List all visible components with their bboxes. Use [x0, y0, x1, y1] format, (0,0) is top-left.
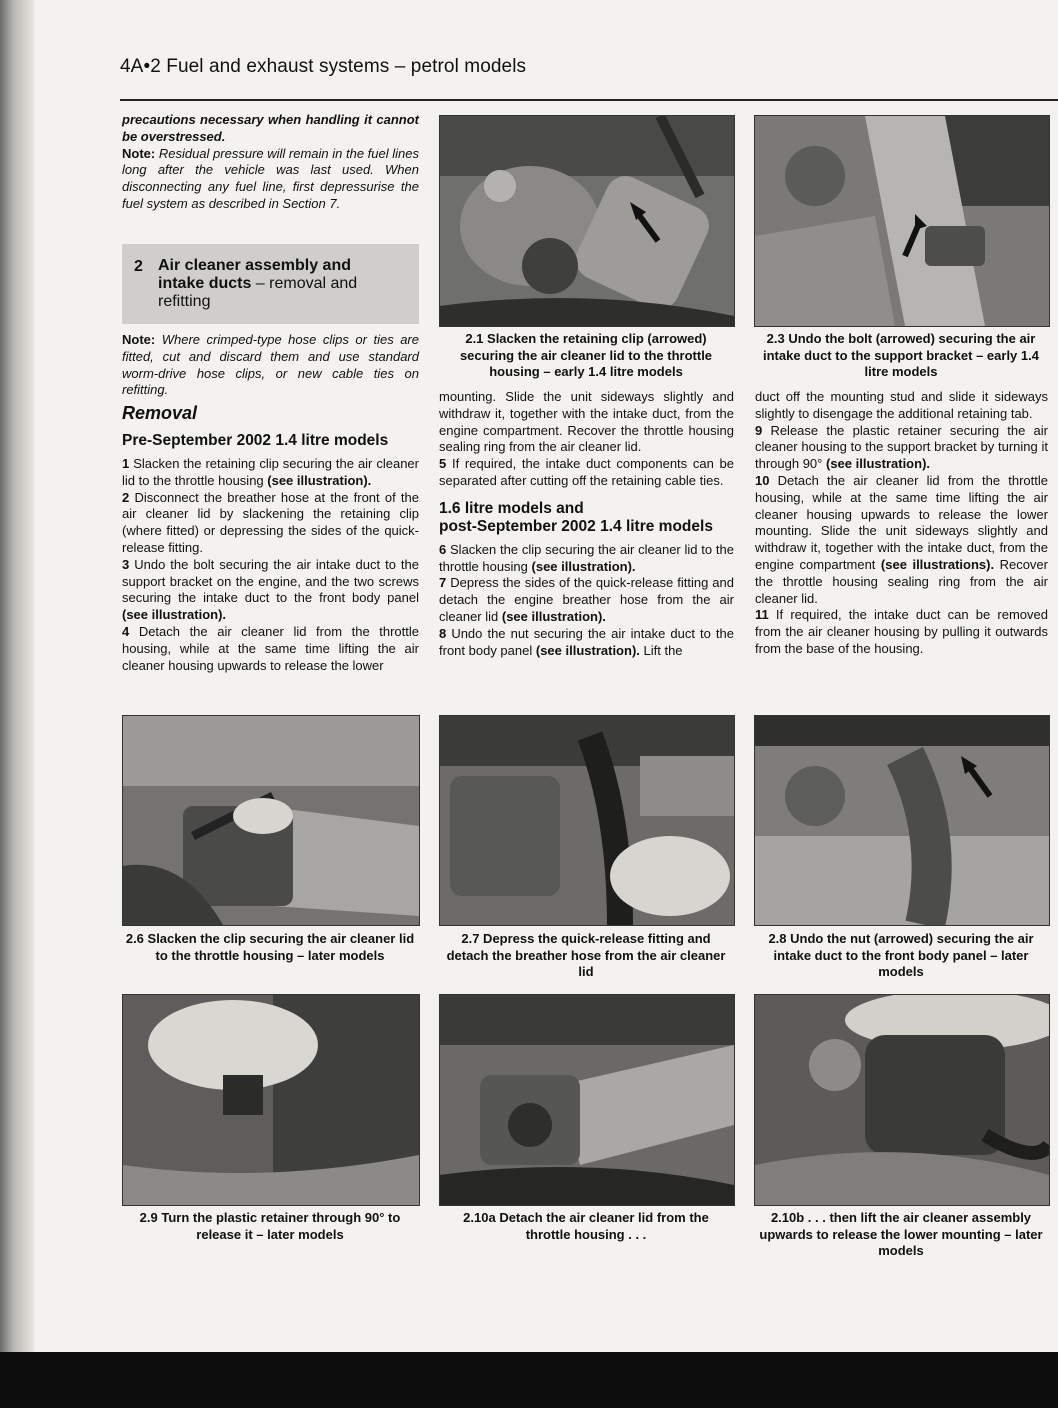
photo-2-1-throttle-housing	[439, 115, 735, 327]
step-8	[439, 626, 734, 660]
removal-heading: Removal	[122, 403, 198, 423]
caption-2-7: 2.7 Depress the quick-release fitting and detach the breather hose from the air cleaner lid	[446, 931, 726, 979]
section-heading-box	[122, 244, 419, 324]
step-3-number: 3	[122, 556, 130, 572]
step-1-text: Slacken the retaining clip securing the air cleaner lid to the throttle housing	[122, 456, 419, 488]
note-1-text: Residual pressure will remain in the fuel lines long after the vehicle was last used. When disconnecting any fuel line, first depressurise the fuel system as described in Section 7.	[122, 145, 419, 211]
step-5-number: 5	[439, 456, 447, 472]
note-2-label: Note:	[122, 332, 156, 347]
step-11-text: If required, the intake duct can be removed from the air cleaner housing by pulling it outwards from the base of the housing.	[755, 607, 1048, 656]
photo-2-10b-lift-assembly	[754, 994, 1050, 1206]
step-4-continued: mounting. Slide the unit sideways slightly and withdraw it, together with the intake duct, from the engine compartment. Recover the throttle housing sealing ring from the air cleaner lid.	[439, 389, 734, 455]
step-5-text: If required, the intake duct components can be separated after cutting off the retaining cable ties.	[439, 456, 734, 488]
col1-intro	[122, 112, 419, 213]
photo-2-6-slacken-clip	[122, 715, 420, 926]
pre-2002-heading: Pre-September 2002 1.4 litre models	[122, 432, 389, 449]
step-6-ref: (see illustration).	[531, 558, 636, 574]
step-2	[122, 490, 419, 557]
page-header: 4A•2 Fuel and exhaust systems – petrol models	[120, 56, 527, 77]
step-7	[439, 575, 734, 625]
section-title	[158, 257, 368, 311]
step-7-ref: (see illustration).	[501, 608, 606, 624]
step-11-number: 11	[755, 607, 769, 623]
step-6-text: Slacken the clip securing the air cleaner lid to the throttle housing	[439, 541, 734, 574]
note-1	[122, 146, 419, 213]
step-3	[122, 557, 419, 624]
step-10-number: 10	[755, 472, 770, 488]
step-2-text: Disconnect the breather hose at the front of the air cleaner lid by slackening the retaining clip (where fitted) or depressing the sides of the quick-release fitting.	[122, 489, 419, 555]
step-4	[122, 624, 419, 674]
photo-2-9-plastic-retainer	[122, 994, 420, 1206]
step-10-text: Detach the air cleaner lid from the throttle housing, while at the same time lifting the air cleaner housing upwards to release the lower mounting. Slide the unit sideways slightly and withdraw it, together with the intake duct, from the engine compartment	[755, 472, 1048, 572]
photo-2-3-intake-duct-bracket	[754, 115, 1050, 327]
step-6	[439, 542, 734, 576]
caption-2-3: 2.3 Undo the bolt (arrowed) securing the air intake duct to the support bracket – early 1.4 litre models	[763, 331, 1039, 379]
photo-2-7-breather-hose	[439, 715, 735, 926]
later-models-heading	[439, 500, 734, 536]
photo-2-8-front-body-panel-nut	[754, 715, 1050, 926]
step-7-number: 7	[439, 575, 447, 591]
col1-note-2	[122, 332, 419, 399]
section-title-rest: – removal and refitting	[158, 275, 358, 310]
step-8-tail: Lift the	[639, 642, 683, 658]
step-11	[755, 607, 1048, 657]
step-10-tail: Recover the throttle housing sealing ring from the air cleaner lid.	[755, 556, 1048, 606]
step-10	[755, 473, 1048, 607]
step-9	[755, 423, 1048, 473]
step-2-number: 2	[122, 489, 130, 505]
step-8-text: Undo the nut securing the air intake duct to the front body panel	[439, 625, 734, 658]
section-number: 2	[134, 258, 143, 275]
step-3-text: Undo the bolt securing the air intake duct to the support bracket on the engine, and the two screws securing the intake duct to the front body panel	[122, 556, 419, 606]
step-6-number: 6	[439, 541, 447, 557]
caption-2-1: 2.1 Slacken the retaining clip (arrowed) securing the air cleaner lid to the throttle housing – early 1.4 litre models	[459, 331, 713, 379]
scan-bottom-edge	[0, 1352, 1058, 1408]
later-models-heading-line1: 1.6 litre models and	[439, 499, 584, 517]
note-1-label: Note:	[122, 145, 156, 161]
page-binding-shadow	[0, 0, 34, 1352]
photo-2-10a-detach-lid	[439, 994, 735, 1206]
step-4-text: Detach the air cleaner lid from the throttle housing, while at the same time lifting the air cleaner housing upwards to release the lower	[122, 623, 419, 673]
step-8-ref: (see illustration).	[535, 642, 640, 658]
col2-body	[439, 389, 734, 659]
section-title-bold: Air cleaner assembly and intake ducts	[158, 257, 351, 292]
note-2-text: Where crimped-type hose clips or ties are fitted, cut and discard them and use standard worm-drive hose clips, or new cable ties on refitting.	[122, 332, 419, 398]
step-7-text: Depress the sides of the quick-release fitting and detach the engine breather hose from the air cleaner lid	[439, 575, 734, 624]
header-rule	[120, 99, 1058, 101]
caption-2-8: 2.8 Undo the nut (arrowed) securing the air intake duct to the front body panel – later models	[768, 931, 1034, 979]
step-5	[439, 456, 734, 490]
caption-2-9: 2.9 Turn the plastic retainer through 90° to release it – later models	[139, 1210, 401, 1242]
caption-2-10a: 2.10a Detach the air cleaner lid from the throttle housing . . .	[463, 1210, 709, 1242]
step-4-number: 4	[122, 623, 130, 639]
step-1-ref: (see illustration).	[267, 472, 372, 488]
step-10-ref: (see illustrations).	[880, 556, 995, 572]
step-8-number: 8	[439, 625, 447, 641]
later-models-heading-line2: post-September 2002 1.4 litre models	[439, 517, 713, 535]
intro-text: precautions necessary when handling it cannot be overstressed.	[122, 112, 419, 144]
col3-body	[755, 389, 1048, 658]
col1-body	[122, 432, 419, 674]
step-9-number: 9	[755, 422, 763, 438]
caption-2-6: 2.6 Slacken the clip securing the air cleaner lid to the throttle housing – later models	[125, 931, 415, 963]
step-9-text: Release the plastic retainer securing the air cleaner housing to the support bracket by turning it through 90°	[755, 422, 1048, 472]
step-9-ref: (see illustration).	[825, 456, 931, 472]
step-1	[122, 456, 419, 490]
step-8-continued: duct off the mounting stud and slide it sideways slightly to disengage the additional retaining tab.	[755, 389, 1048, 421]
step-1-number: 1	[122, 456, 130, 471]
caption-2-10b: 2.10b . . . then lift the air cleaner assembly upwards to release the lower mounting – later models	[759, 1210, 1043, 1258]
step-3-ref: (see illustration).	[122, 607, 227, 623]
